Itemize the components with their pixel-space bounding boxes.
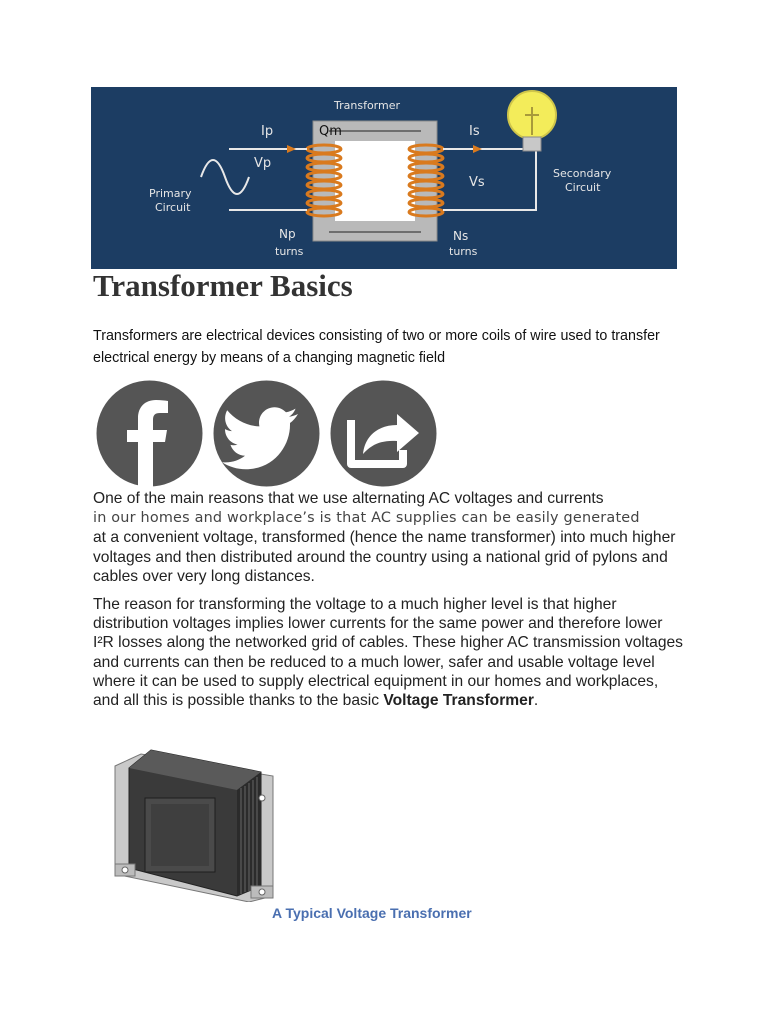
- primary-turns-unit: turns: [275, 245, 304, 258]
- twitter-share-button[interactable]: [210, 380, 323, 487]
- paragraph-2-end: .: [533, 692, 539, 710]
- transformer-diagram: [91, 87, 677, 269]
- secondary-turns-unit: turns: [449, 245, 478, 258]
- page-title: Transformer Basics: [93, 268, 353, 303]
- primary-current-label: Ip: [261, 124, 274, 139]
- flux-label: Qm: [319, 124, 342, 139]
- secondary-voltage-label: Vs: [469, 175, 485, 190]
- primary-circuit-label-2: Circuit: [155, 201, 191, 214]
- paragraph-1-line-a: One of the main reasons that we use alternating AC voltages and currents: [93, 490, 604, 507]
- voltage-transformer-term: Voltage Transformer: [383, 692, 534, 710]
- paragraph-2-text: The reason for transforming the voltage to a much higher level is that higher distribution voltages implies lower currents for the same power and therefore lower I²R losses along the networked grid of cables. These higher AC transmission voltages and currents can then be reduced to a much lower, safer and usable voltage level where it can be used to supply electrical equipment in our homes and workplaces, and all this is possible thanks to the basic: [93, 596, 683, 710]
- core-window: [335, 141, 415, 221]
- secondary-circuit-label-1: Secondary: [553, 167, 612, 180]
- paragraph-2: [93, 595, 683, 710]
- primary-turns-label: Np: [279, 227, 296, 241]
- secondary-current-label: Is: [469, 124, 480, 139]
- secondary-circuit-label-2: Circuit: [565, 181, 601, 194]
- intro-paragraph: Transformers are electrical devices consisting of two or more coils of wire used to transfer electrical energy by means of a changing magnetic field: [93, 328, 660, 366]
- primary-circuit-label-1: Primary: [149, 187, 192, 200]
- paragraph-1-line-b: in our homes and workplace’s is that AC supplies can be easily generated: [93, 510, 640, 527]
- paragraph-1-rest: at a convenient voltage, transformed (hence the name transformer) into much higher voltages and then distributed around the country using a national grid of pylons and cables over very long distances.: [93, 529, 676, 585]
- social-share-bar: [93, 380, 443, 490]
- paragraph-1: [93, 489, 683, 586]
- secondary-turns-label: Ns: [453, 229, 469, 243]
- article-body: [93, 489, 683, 710]
- photo-caption: A Typical Voltage Transformer: [272, 905, 472, 921]
- share-button[interactable]: [327, 380, 440, 487]
- transformer-photo: [111, 746, 279, 902]
- diagram-title: Transformer: [334, 99, 401, 112]
- primary-voltage-label: Vp: [254, 156, 272, 171]
- facebook-share-button[interactable]: [93, 380, 206, 487]
